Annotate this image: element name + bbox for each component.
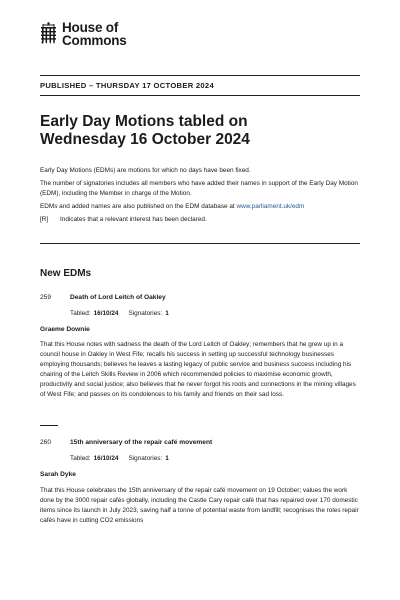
edm-number: 259 [40,294,52,301]
logo-wordmark [62,21,127,47]
signatories-value: 1 [165,455,169,462]
edm-meta [70,310,169,317]
edm-title[interactable]: 15th anniversary of the repair café movement [70,439,213,446]
portcullis-icon [40,22,57,44]
tabled-value: 16/10/24 [93,310,119,317]
intro-paragraph-1: Early Day Motions (EDMs) are motions for which no days have been fixed. [40,167,251,174]
relevant-interest-tag: [R] [40,216,49,223]
intro-text [40,166,360,228]
edm-number: 260 [40,439,52,446]
signatories-value: 1 [165,310,169,317]
intro-paragraph-4-text: Indicates that a relevant interest has been declared. [60,216,207,223]
edm-heading [40,439,212,446]
section-title: New EDMs [40,268,92,279]
published-divider [40,95,360,96]
published-date: PUBLISHED – THURSDAY 17 OCTOBER 2024 [40,81,214,90]
intro-divider [40,243,360,244]
tabled-label: Tabled: [70,310,91,317]
signatories-label: Signatories: [128,455,163,462]
signatories-label: Signatories: [128,310,163,317]
page-title-line-2: Wednesday 16 October 2024 [40,131,250,148]
logo-line-1: House of [62,20,119,35]
edm-text: That this House celebrates the 15th anniversary of the repair café movement on 19 October; values the work done by the 3000 repair cafés globally, including the Castle Cary repair café that has repaired over 170 domestic items since its launch in July 2023, saving half a tonne of potential waste from landfill; recognises the roles repair cafés have in cutting CO2 emissions [40,487,359,524]
edm-heading [40,294,166,301]
page-title-line-1: Early Day Motions tabled on [40,113,248,130]
tabled-value: 16/10/24 [93,455,119,462]
edm-database-link[interactable]: www.parliament.uk/edm [236,203,305,210]
intro-paragraph-3 [40,202,360,212]
page-title [40,113,360,149]
intro-paragraph-3-text: EDMs and added names are also published on the EDM database at [40,203,237,210]
edm-author[interactable]: Graeme Downie [40,326,90,333]
edm-title[interactable]: Death of Lord Leitch of Oakley [70,294,166,301]
edm-author[interactable]: Sarah Dyke [40,471,76,478]
top-divider [40,75,360,76]
edm-separator [40,425,58,426]
edm-meta [70,455,169,462]
tabled-label: Tabled: [70,455,91,462]
intro-paragraph-4 [40,215,360,225]
edm-text: That this House notes with sadness the death of the Lord Leitch of Oakley; remembers that he grew up in a council house in Oakley in West Fife; recalls his success in setting up successful technology businesses employing thousands; believes he leaves a lasting legacy of public service and business success including his chairing of the Leitch Skills Review in 2006 which recommended policies to maximise economic growth, productivity and social justice; also believes that he never forgot his roots and connections in the mining villages of West Fife; and passes on its condolences to his family and friends on their sad loss. [40,341,356,398]
logo-line-2: Commons [62,33,127,48]
house-of-commons-logo [40,21,127,47]
intro-paragraph-2: The number of signatories includes all members who have added their names in support of the Early Day Motion (EDM), including the Member in charge of the Motion. [40,180,358,197]
